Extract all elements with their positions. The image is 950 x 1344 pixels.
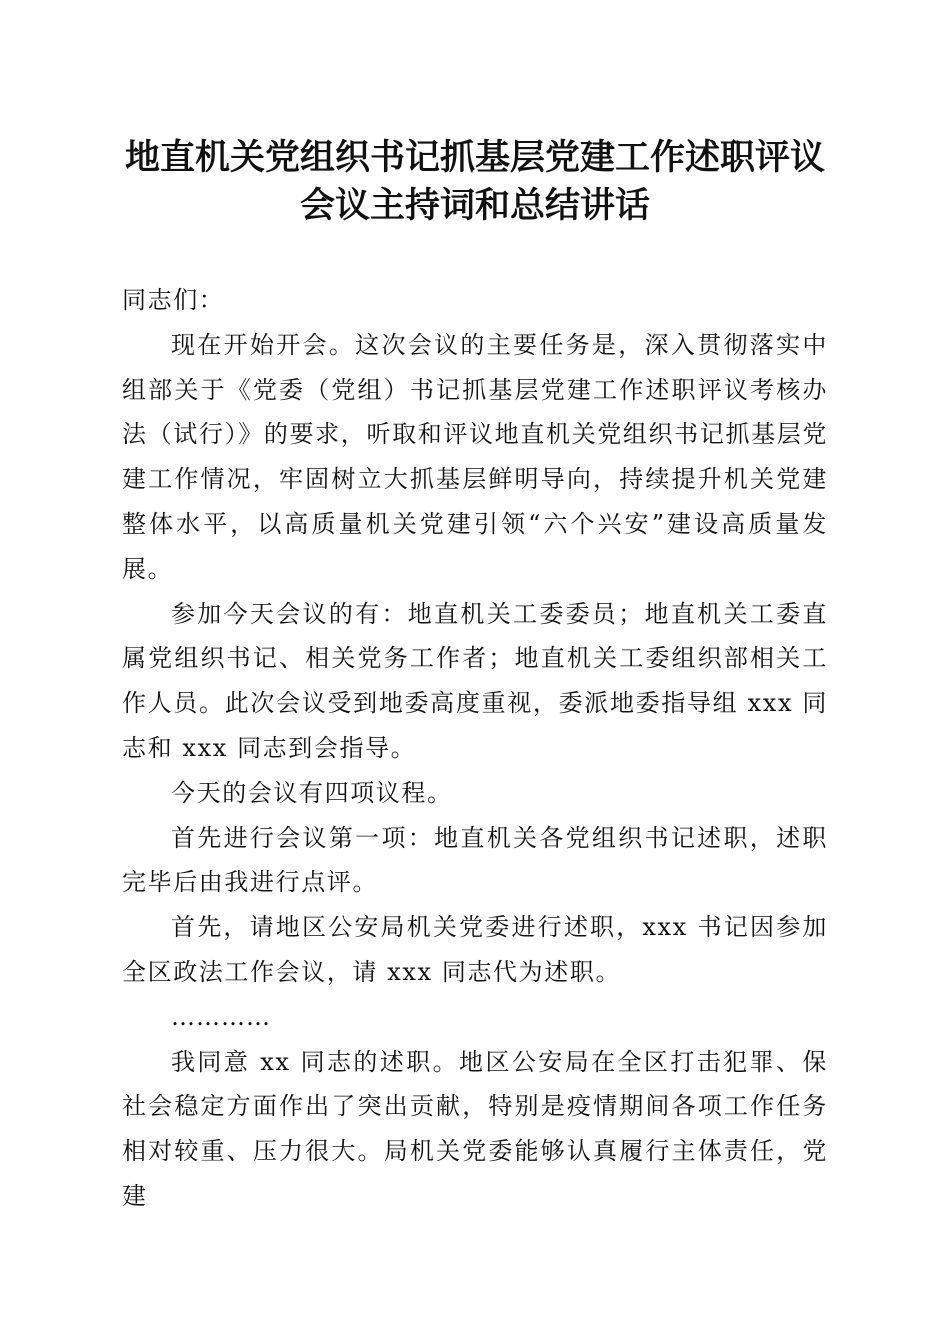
paragraph-attendees: 参加今天会议的有：地直机关工委委员；地直机关工委直属党组织书记、相关党务工作者；地直机关工委组织部相关工作人员。此次会议受到地委高度重视，委派地委指导组 xxx 同志和 xxx 同志到会指导。 xyxy=(122,599,828,762)
paragraph-opening: 现在开始开会。这次会议的主要任务是，深入贯彻落实中组部关于《党委（党组）书记抓基层党建工作述职评议考核办法（试行）》的要求，听取和评议地直机关党组织书记抓基层党建工作情况，牢固树立大抓基层鲜明导向，持续提升机关党建整体水平，以高质量机关党建引领“六个兴安”建设高质量发展。 xyxy=(122,330,828,583)
document-title-line-1: 地直机关党组织书记抓基层党建工作述职评议 xyxy=(124,138,825,178)
paragraph-item-one: 首先进行会议第一项：地直机关各党组织书记述职，述职完毕后由我进行点评。 xyxy=(122,823,828,897)
paragraph-agenda: 今天的会议有四项议程。 xyxy=(171,778,453,807)
salutation: 同志们： xyxy=(122,286,225,314)
paragraph-comment: 我同意 xx 同志的述职。地区公安局在全区打击犯罪、保社会稳定方面作出了突出贡献，特别是疫情期间各项工作任务相对较重、压力很大。局机关党委能够认真履行主体责任，党建 xyxy=(122,1047,828,1210)
ellipsis-line: ………… xyxy=(171,1002,271,1031)
document-title-line-2: 会议主持词和总结讲话 xyxy=(299,186,650,226)
paragraph-first-speaker: 首先，请地区公安局机关党委进行述职，xxx 书记因参加全区政法工作会议，请 xxx 同志代为述职。 xyxy=(122,913,828,986)
document-body xyxy=(122,278,828,1219)
